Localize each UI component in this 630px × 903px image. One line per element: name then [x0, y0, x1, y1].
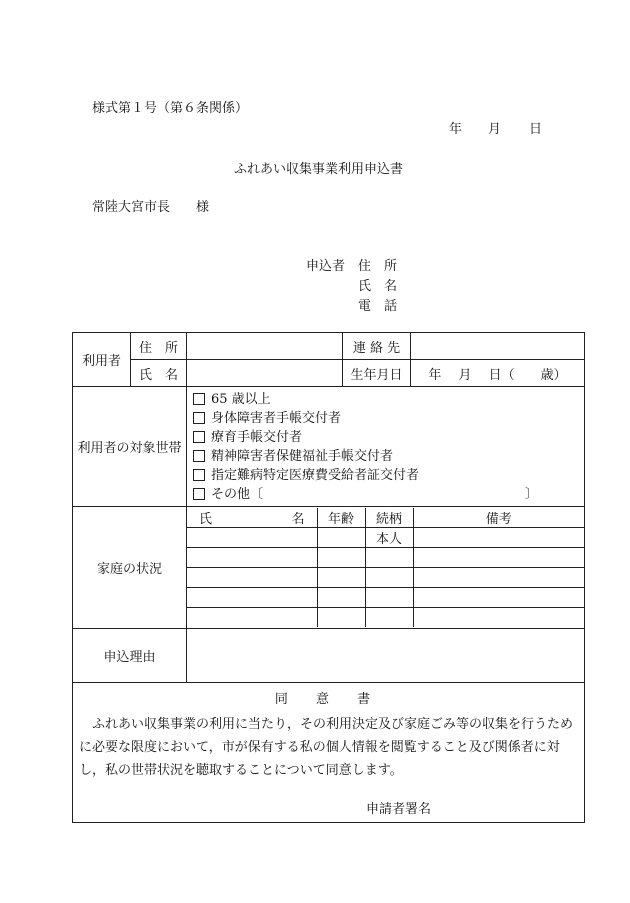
checkbox[interactable]: [193, 469, 205, 481]
close-bracket: 〕: [524, 486, 538, 502]
consent-title: 同 意 書: [274, 692, 383, 707]
checkbox[interactable]: [193, 431, 205, 443]
relation-self: 本人: [365, 528, 413, 548]
date-day: 日: [529, 122, 543, 137]
user-birthdate-field[interactable]: 年 月 日（ 歳）: [411, 360, 585, 387]
date-month: 月: [488, 122, 502, 137]
user-contact-label: 連 絡 先: [343, 333, 411, 360]
applicant-phone-label: 電 話: [358, 299, 398, 314]
target-item-other[interactable]: その他〔 〕: [193, 485, 578, 504]
family-section-label: 家庭の状況: [73, 507, 187, 629]
user-name-field[interactable]: [187, 360, 343, 387]
col-header-name: 氏 名: [187, 508, 317, 528]
applicant-name-label: 氏 名: [358, 279, 398, 294]
consent-body: ふれあい収集事業の利用に当たり，その利用決定及び家庭ごみ等の収集を行うために必要な限度において，市が保有する私の個人情報を閲覧すること及び関係者に対し，私の世帯状況を聴取することについて同意します。: [79, 717, 574, 778]
user-name-label: 氏 名: [131, 360, 187, 387]
applicant-address-label: 住 所: [358, 259, 398, 274]
table-row: [187, 588, 584, 608]
user-address-label: 住 所: [131, 333, 187, 360]
date-year: 年: [449, 122, 463, 137]
user-address-field[interactable]: [187, 333, 343, 360]
family-table: [187, 508, 584, 627]
addressee-suffix: 様: [196, 200, 210, 215]
table-row: [187, 568, 584, 588]
target-checklist: [187, 387, 585, 507]
col-header-notes: 備考: [413, 508, 584, 528]
form-number: 様式第１号（第６条関係）: [92, 101, 249, 116]
checkbox[interactable]: [193, 412, 205, 424]
family-table-cell: [187, 507, 585, 629]
table-row: [187, 528, 584, 548]
target-item[interactable]: 身体障害者手帳交付者: [193, 409, 578, 428]
target-section-label: 利用者の対象世帯: [73, 387, 187, 507]
application-form-table: [72, 332, 585, 823]
checkbox[interactable]: [193, 488, 205, 500]
reason-section-label: 申込理由: [73, 629, 187, 683]
signature-label: 申請者署名: [365, 802, 431, 817]
consent-section: [73, 683, 585, 823]
target-item[interactable]: 65 歳以上: [193, 390, 578, 409]
page-title: ふれあい収集事業利用申込書: [234, 162, 404, 177]
table-row: [187, 608, 584, 628]
user-contact-field[interactable]: [411, 333, 585, 360]
applicant-label: 申込者: [306, 259, 346, 274]
table-row: [187, 548, 584, 568]
target-item[interactable]: 療育手帳交付者: [193, 428, 578, 447]
user-section-label: 利用者: [73, 333, 131, 387]
checkbox[interactable]: [193, 393, 205, 405]
user-birthdate-label: 生年月日: [343, 360, 411, 387]
addressee: 常陸大宮市長: [92, 200, 171, 215]
col-header-age: 年齢: [317, 508, 365, 528]
col-header-relation: 続柄: [365, 508, 413, 528]
target-item[interactable]: 精神障害者保健福祉手帳交付者: [193, 447, 578, 466]
reason-field[interactable]: [187, 629, 585, 683]
checkbox[interactable]: [193, 450, 205, 462]
target-item[interactable]: 指定難病特定医療費受給者証交付者: [193, 466, 578, 485]
